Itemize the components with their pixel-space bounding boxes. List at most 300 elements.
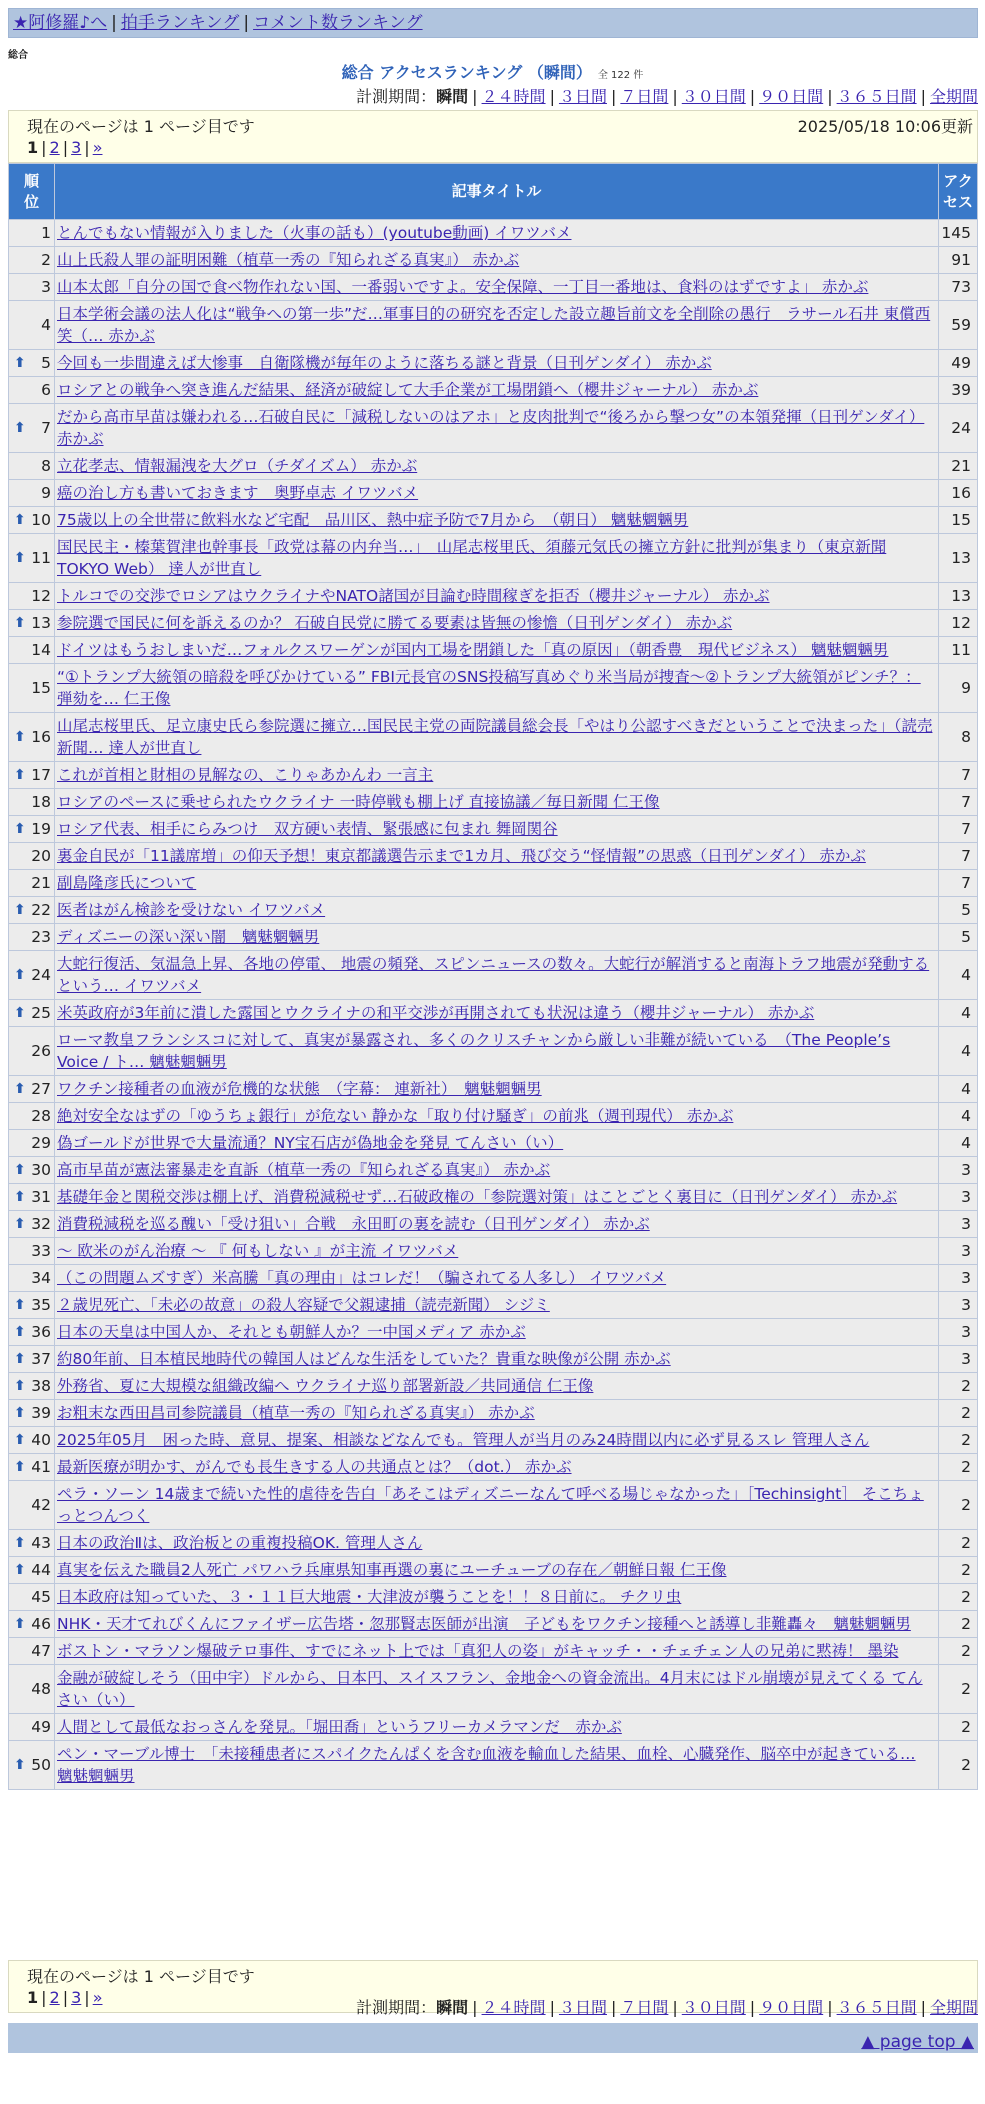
rank-up-arrow-icon: ⬆ [14,767,26,783]
access-count: 4 [939,1103,978,1130]
rank-number: 15 [31,679,51,697]
page-top-link[interactable]: ▲ page top ▲ [861,2032,974,2052]
rank-cell [9,1076,55,1103]
rank-up-arrow-icon: ⬆ [14,1297,26,1313]
rank-up-arrow-icon: ⬆ [14,1005,26,1021]
article-link[interactable]: 日本学術会議の法人化は“戦争への第一歩”だ…軍事目的の研究を否定した設立趣旨前文を全削除の愚行 ラサール石井 東償西笑（… 赤かぶ [57,305,931,345]
article-link[interactable]: 日本政府は知っていた、３・１１巨大地震・大津波が襲うことを！！８日前に。 チクリ虫 [57,1588,682,1606]
article-link[interactable]: 医者はがん検診を受けない イワツバメ [57,901,326,919]
rank-cell [9,1211,55,1238]
article-link[interactable]: ワクチン接種者の血液が危機的な状態 （字幕： 連新社） 魑魅魍魎男 [57,1080,542,1098]
top-navigation [8,8,978,38]
access-count: 12 [939,610,978,637]
period-link-2[interactable]: ７日間 [620,87,669,106]
article-link[interactable]: 真実を伝えた職員2人死亡 パワハラ兵庫県知事再選の裏にユーチューブの存在／朝鮮日報 仁王像 [57,1561,727,1579]
article-link[interactable]: 副島隆彦氏について [57,874,197,892]
rank-number: 6 [41,381,51,399]
period-link-6[interactable]: 全期間 [929,87,978,106]
table-row [9,350,978,377]
rank-header [9,164,55,220]
title-cell [55,1427,939,1454]
rank-number: 30 [31,1161,51,1179]
rank-number: 24 [31,966,51,984]
rank-up-arrow-icon: ⬆ [14,1189,26,1205]
rank-cell [9,1481,55,1530]
rank-up-arrow-icon: ⬆ [14,1378,26,1394]
access-count: 5 [939,897,978,924]
rank-number: 11 [31,549,51,567]
rank-up-arrow-icon: ⬆ [14,1162,26,1178]
rank-up-arrow-icon: ⬆ [14,1535,26,1551]
rank-cell [9,843,55,870]
table-row [9,1076,978,1103]
article-link[interactable]: 裏金自民が「11議席増」の仰天予想！東京都議選告示まで1カ月、飛び交う“怪情報”の思惑（日刊ゲンダイ） 赤かぶ [57,847,866,865]
pager-link-3[interactable]: 3 [71,138,82,157]
article-link[interactable]: 大蛇行復活、気温急上昇、各地の停電、 地震の頻発、スピンニュースの数々。大蛇行が解消すると南海トラフ地震が発動するという… イワツバメ [57,955,930,995]
period-separator: | [472,87,478,106]
article-link[interactable]: 立花孝志、情報漏洩を大グロ（チダイズム） 赤かぶ [57,457,418,475]
pager-link-2[interactable]: 2 [49,138,60,157]
rank-number: 16 [31,728,51,746]
table-row [9,951,978,1000]
title-cell [55,610,939,637]
rank-cell [9,274,55,301]
rank-up-arrow-icon: ⬆ [14,967,26,983]
title-cell [55,1076,939,1103]
article-link[interactable]: 基礎年金と関税交渉は棚上げ、消費税減税せず…石破政権の「参院選対策」はことごとく裏目に（日刊ゲンダイ） 赤かぶ [57,1188,898,1206]
title-cell [55,583,939,610]
table-row [9,377,978,404]
rank-number: 39 [31,1404,51,1422]
title-cell [55,301,939,350]
comment-ranking-link[interactable]: コメント数ランキング [253,13,423,33]
rank-cell [9,1454,55,1481]
period-link-0[interactable]: ２４時間 [481,1998,546,2017]
title-cell [55,816,939,843]
rank-number: 5 [41,354,51,372]
article-link[interactable]: 米英政府が3年前に潰した露国とウクライナの和平交渉が再開されても状況は違う（櫻井ジャーナル） 赤かぶ [57,1004,815,1022]
rank-up-arrow-icon: ⬆ [14,821,26,837]
title-cell [55,762,939,789]
period-link-3[interactable]: ３０日間 [681,1998,746,2017]
rank-number: 43 [31,1534,51,1552]
access-count: 8 [939,713,978,762]
period-link-2[interactable]: ７日間 [620,1998,669,2017]
rank-number: 50 [31,1756,51,1774]
table-row [9,637,978,664]
article-link[interactable]: 消費税減税を巡る醜い「受け狙い」合戦 永田町の裏を読む（日刊ゲンダイ） 赤かぶ [57,1215,650,1233]
rank-cell [9,713,55,762]
pager-separator: | [62,138,69,157]
rank-number: 18 [31,793,51,811]
rank-cell [9,1000,55,1027]
table-row [9,453,978,480]
rank-number: 10 [31,511,51,529]
article-link[interactable]: ２歳児死亡、「未必の故意」の殺人容疑で父親逮捕（読売新聞） シジミ [57,1296,550,1314]
rank-number: 41 [31,1458,51,1476]
article-link[interactable]: 今回も一歩間違えば大惨事 自衛隊機が毎年のように落ちる謎と背景（日刊ゲンダイ） 赤かぶ [57,354,712,372]
period-separator: | [672,87,678,106]
ranking-rows [9,220,978,1790]
table-row [9,897,978,924]
rank-cell [9,897,55,924]
rank-up-arrow-icon: ⬆ [14,1616,26,1632]
access-count: 3 [939,1292,978,1319]
title-cell [55,1714,939,1741]
title-cell [55,1157,939,1184]
access-count: 13 [939,534,978,583]
title-cell [55,713,939,762]
title-cell [55,1400,939,1427]
rank-up-arrow-icon: ⬆ [14,1405,26,1421]
title-cell [55,1638,939,1665]
table-row [9,924,978,951]
article-link[interactable]: 偽ゴールドが世界で大量流通？NY宝石店が偽地金を発見 てんさい（い） [57,1134,564,1152]
rank-up-arrow-icon: ⬆ [14,1324,26,1340]
rank-cell [9,610,55,637]
rank-number: 12 [31,587,51,605]
rank-number: 34 [31,1269,51,1287]
rank-number: 29 [31,1134,51,1152]
rank-number: 28 [31,1107,51,1125]
title-cell [55,220,939,247]
rank-cell [9,507,55,534]
table-row [9,1611,978,1638]
ranking-table [8,163,978,1790]
article-link[interactable]: 癌の治し方も書いておきます 奥野卓志 イワツバメ [57,484,419,502]
rank-number: 32 [31,1215,51,1233]
access-count: 7 [939,870,978,897]
table-row [9,1665,978,1714]
access-count: 3 [939,1265,978,1292]
access-count: 3 [939,1319,978,1346]
period-link-5[interactable]: ３６５日間 [836,1998,917,2017]
access-count: 9 [939,664,978,713]
access-count: 15 [939,507,978,534]
table-row [9,1000,978,1027]
article-link[interactable]: 日本の天皇は中国人か、それとも朝鮮人か？一中国メディア 赤かぶ [57,1323,526,1341]
table-row [9,789,978,816]
access-count: 2 [939,1638,978,1665]
article-link[interactable]: だから高市早苗は嫌われる…石破自民に「減税しないのはアホ」と皮肉批判で“後ろから撃つ女”の本領発揮（日刊ゲンダイ） 赤かぶ [57,408,925,448]
rank-up-arrow-icon: ⬆ [14,1562,26,1578]
period-link-5[interactable]: ３６５日間 [836,87,917,106]
access-count: 16 [939,480,978,507]
article-link[interactable]: 外務省、夏に大規模な組織改編へ ウクライナ巡り部署新設／共同通信 仁王像 [57,1377,594,1395]
rank-up-arrow-icon: ⬆ [14,729,26,745]
rank-cell [9,951,55,1000]
rank-cell [9,1373,55,1400]
period-current: 瞬間 [436,87,469,106]
table-row [9,1584,978,1611]
article-link[interactable]: 山本太郎「自分の国で食べ物作れない国、一番弱いですよ。安全保障、一丁目一番地は、食料のはずですよ」 赤かぶ [57,278,869,296]
period-separator: | [472,1998,478,2017]
current-page-text: 現在のページは 1 ページ目です [27,117,255,136]
article-link[interactable]: ロシアとの戦争へ突き進んだ結果、経済が破綻して大手企業が工場閉鎖へ（櫻井ジャーナル） 赤かぶ [57,381,759,399]
rank-cell [9,247,55,274]
table-row [9,1638,978,1665]
table-row [9,1184,978,1211]
access-count: 2 [939,1665,978,1714]
rank-cell [9,762,55,789]
article-link[interactable]: ボストン・マラソン爆破テロ事件、すでにネット上では「真犯人の姿」がキャッチ・・チェチェン人の兄弟に黙祷！ 墨染 [57,1642,899,1660]
article-link[interactable]: ロシアのペースに乗せられたウクライナ 一時停戦も棚上げ 直接協議／毎日新聞 仁王像 [57,793,660,811]
rank-cell [9,1584,55,1611]
article-link[interactable]: ロシア代表、相手にらみつけ 双方硬い表情、緊張感に包まれ 舞岡関谷 [57,820,558,838]
rank-cell [9,924,55,951]
title-cell [55,1481,939,1530]
rank-cell [9,1665,55,1714]
access-count: 73 [939,274,978,301]
table-row [9,480,978,507]
rank-cell [9,301,55,350]
table-row [9,1211,978,1238]
period-link-1[interactable]: ３日間 [558,1998,607,2017]
access-count: 3 [939,1238,978,1265]
rank-cell [9,534,55,583]
rank-header-label: 順位 [23,171,39,211]
title-cell [55,1184,939,1211]
access-count: 7 [939,789,978,816]
title-cell [55,1454,939,1481]
article-link[interactable]: NHK・天才てれびくんにファイザー広告塔・忽那賢志医師が出演 子どもをワクチン接種へと誘導し非難轟々 魑魅魍魎男 [57,1615,911,1633]
title-cell [55,1665,939,1714]
period-link-1[interactable]: ３日間 [558,87,607,106]
rank-cell [9,1427,55,1454]
table-row [9,664,978,713]
applause-ranking-link[interactable]: 拍手ランキング [120,13,240,33]
article-link[interactable]: 山上氏殺人罪の証明困難（植草一秀の『知られざる真実』） 赤かぶ [57,251,520,269]
article-link[interactable]: 国民民主・榛葉賀津也幹事長「政党は幕の内弁当…」 山尾志桜里氏、須藤元気氏の擁立方針に批判が集まり（東京新聞TOKYO Web） 達人が世直し [57,538,887,578]
table-row [9,534,978,583]
access-count: 2 [939,1584,978,1611]
pager-separator: | [84,1988,90,2007]
article-link[interactable]: 約80年前、日本植民地時代の韓国人はどんな生活をしていた？貴重な映像が公開 赤かぶ [57,1350,671,1368]
rank-number: 42 [31,1496,51,1514]
rank-cell [9,1530,55,1557]
pager-next-link[interactable]: » [92,1988,103,2007]
period-separator: | [920,87,926,106]
article-link[interactable]: トルコでの交渉でロシアはウクライナやNATO諸国が目論む時間稼ぎを拒否（櫻井ジャーナル） 赤かぶ [57,587,770,605]
rank-cell [9,1238,55,1265]
footer-bar [8,2023,978,2053]
article-link[interactable]: 75歳以上の全世帯に飲料水など宅配 品川区、熱中症予防で7月から （朝日） 魑魅魍魎男 [57,511,689,529]
pager-link-2[interactable]: 2 [49,1988,60,2007]
table-row [9,507,978,534]
period-label: 計測期間： [356,1998,437,2017]
table-row [9,1238,978,1265]
rank-number: 17 [31,766,51,784]
access-count: 4 [939,951,978,1000]
title-cell [55,453,939,480]
title-cell [55,350,939,377]
article-link[interactable]: とんでもない情報が入りました（火事の話も）(youtube動画) イワツバメ [57,224,572,242]
rank-number: 31 [31,1188,51,1206]
table-row [9,274,978,301]
table-header-row [9,164,978,220]
period-link-6[interactable]: 全期間 [929,1998,978,2017]
period-separator: | [920,1998,926,2017]
title-cell [55,951,939,1000]
title-cell [55,507,939,534]
rank-number: 46 [31,1615,51,1633]
period-separator: | [827,87,833,106]
article-link[interactable]: 人間として最低なおっさんを発見。「堀田喬」というフリーカメラマンだ 赤かぶ [57,1718,622,1736]
rank-up-arrow-icon: ⬆ [14,902,26,918]
rank-cell [9,870,55,897]
article-link[interactable]: 2025年05月 困った時、意見、提案、相談などなんでも。管理人が当月のみ24時間以内に必ず見るスレ 管理人さん [57,1431,870,1449]
rank-number: 4 [41,316,51,334]
article-link[interactable]: ドイツはもうおしまいだ…フォルクスワーゲンが国内工場を閉鎖した「真の原因」（朝香豊 現代ビジネス） 魑魅魍魎男 [57,641,889,659]
table-row [9,1130,978,1157]
rank-cell [9,789,55,816]
article-link[interactable]: 高市早苗が憲法審暴走を直訴（植草一秀の『知られざる真実』） 赤かぶ [57,1161,551,1179]
rank-cell [9,1103,55,1130]
access-count: 2 [939,1530,978,1557]
pager-link-3[interactable]: 3 [71,1988,82,2007]
access-count: 2 [939,1741,978,1790]
rank-up-arrow-icon: ⬆ [14,355,26,371]
rank-number: 49 [31,1718,51,1736]
period-separator: | [549,1998,555,2017]
access-count: 2 [939,1611,978,1638]
page-info-box [8,110,978,163]
access-count: 145 [939,220,978,247]
table-row [9,816,978,843]
rank-up-arrow-icon: ⬆ [14,420,26,436]
table-row [9,1741,978,1790]
rank-number: 7 [41,419,51,437]
rank-up-arrow-icon: ⬆ [14,1351,26,1367]
access-count: 4 [939,1130,978,1157]
access-count: 2 [939,1400,978,1427]
rank-number: 8 [41,457,51,475]
asyura-home-link[interactable]: ★阿修羅♪へ [13,13,108,33]
period-separator: | [672,1998,678,2017]
article-link[interactable]: ペラ・ソーン 14歳まで続いた性的虐待を告白「あそこはディズニーなんて呼べる場じゃなかった」［Techinsight］ そこちょっとつんつく [57,1485,924,1525]
article-link[interactable]: 山尾志桜里氏、足立康史氏ら参院選に擁立…国民民主党の両院議員総会長「やはり公認すべきだということで決まった」（読売新聞… 達人が世直し [57,717,933,757]
title-cell [55,1741,939,1790]
article-link[interactable]: ローマ教皇フランシスコに対して、真実が暴露され、多くのクリスチャンから厳しい非難が続いている （The People’s Voice / ト… 魑魅魍魎男 [57,1031,891,1071]
access-count: 7 [939,816,978,843]
period-separator: | [749,87,756,106]
nav-separator: | [111,13,117,33]
table-row [9,1427,978,1454]
rank-number: 33 [31,1242,51,1260]
article-link[interactable]: ペン・マーブル博士 「未接種患者にスパイクたんぱくを含む血液を輸血した結果、血栓、心臓発作、脳卒中が起きている… 魑魅魍魎男 [57,1745,916,1785]
period-link-0[interactable]: ２４時間 [481,87,546,106]
rank-number: 48 [31,1680,51,1698]
rank-number: 40 [31,1431,51,1449]
total-count: 全 122 件 [597,70,644,81]
rank-number: 22 [31,901,51,919]
pager-current: 1 [27,1988,39,2007]
pagination [27,138,102,157]
rank-number: 14 [31,641,51,659]
rank-number: 2 [41,251,51,269]
article-link[interactable]: お粗末な西田昌司参院議員（植草一秀の『知られざる真実』） 赤かぶ [57,1404,535,1422]
access-count: 59 [939,301,978,350]
article-link[interactable]: ～ 欧米のがん治療 ～ 『 何もしない 』が主流 イワツバメ [57,1242,459,1260]
period-separator: | [549,87,555,106]
article-link[interactable]: これが首相と財相の見解なの、こりゃあかんわ 一言主 [57,766,434,784]
access-count: 3 [939,1157,978,1184]
title-cell [55,1103,939,1130]
pager-separator: | [41,1988,47,2007]
rank-cell [9,664,55,713]
pager-next-link[interactable]: » [92,138,103,157]
rank-cell [9,377,55,404]
access-count: 39 [939,377,978,404]
access-count: 11 [939,637,978,664]
rank-cell [9,1714,55,1741]
title-cell [55,1027,939,1076]
article-link[interactable]: 金融が破綻しそう（田中宇）ドルから、日本円、スイスフラン、金地金への資金流出。4月末にはドル崩壊が見えてくる てんさい（い） [57,1669,923,1709]
article-link[interactable]: 最新医療が明かす、がんでも長生きする人の共通点とは？（dot.） 赤かぶ [57,1458,572,1476]
title-cell [55,404,939,453]
access-header-label: アクセス [942,171,973,211]
table-row [9,762,978,789]
pager-separator: | [84,138,90,157]
table-row [9,247,978,274]
access-count: 3 [939,1184,978,1211]
rank-number: 1 [41,224,51,242]
period-link-4[interactable]: ９０日間 [759,87,824,106]
rank-cell [9,220,55,247]
article-link[interactable]: “①トランプ大統領の暗殺を呼びかけている” FBI元長官のSNS投稿写真めぐり米当局が捜査～②トランプ大統領がピンチ？：弾劾を… 仁王像 [57,668,921,708]
access-count: 91 [939,247,978,274]
rank-up-arrow-icon: ⬆ [14,1432,26,1448]
nav-separator: | [243,13,250,33]
access-count: 5 [939,924,978,951]
rank-number: 26 [31,1042,51,1060]
article-link[interactable]: 絶対安全なはずの「ゆうちょ銀行」が危ない 静かな「取り付け騒ぎ」の前兆（週刊現代） 赤かぶ [57,1107,734,1125]
title-cell [55,1611,939,1638]
access-count: 2 [939,1373,978,1400]
title-cell [55,664,939,713]
title-cell [55,897,939,924]
rank-cell [9,816,55,843]
period-link-4[interactable]: ９０日間 [759,1998,824,2017]
access-count: 13 [939,583,978,610]
rank-number: 23 [31,928,51,946]
article-link[interactable]: ディズニーの深い深い闇 魑魅魍魎男 [57,928,320,946]
period-link-3[interactable]: ３０日間 [681,87,746,106]
table-row [9,1292,978,1319]
title-cell [55,843,939,870]
title-cell [55,1584,939,1611]
table-row [9,1103,978,1130]
rank-number: 9 [41,484,51,502]
rank-up-arrow-icon: ⬆ [14,512,26,528]
rank-number: 20 [31,847,51,865]
table-row [9,301,978,350]
period-separator: | [610,87,617,106]
pager-current: 1 [27,138,39,157]
article-link[interactable]: 日本の政治Ⅱは、政治板との重複投稿OK. 管理人さん [57,1534,423,1552]
rank-cell [9,1638,55,1665]
access-count: 7 [939,843,978,870]
title-cell [55,924,939,951]
rank-cell [9,350,55,377]
period-separator: | [610,1998,617,2017]
access-count: 7 [939,762,978,789]
article-link[interactable]: 参院選で国民に何を訴えるのか？ 石破自民党に勝てる要素は皆無の惨憺（日刊ゲンダイ） 赤かぶ [57,614,733,632]
rank-cell [9,1319,55,1346]
title-cell [55,1292,939,1319]
article-link[interactable]: （この問題ムズすぎ）米高騰「真の理由」はコレだ！（騙されてる人多し） イワツバメ [57,1269,667,1287]
rank-number: 35 [31,1296,51,1314]
